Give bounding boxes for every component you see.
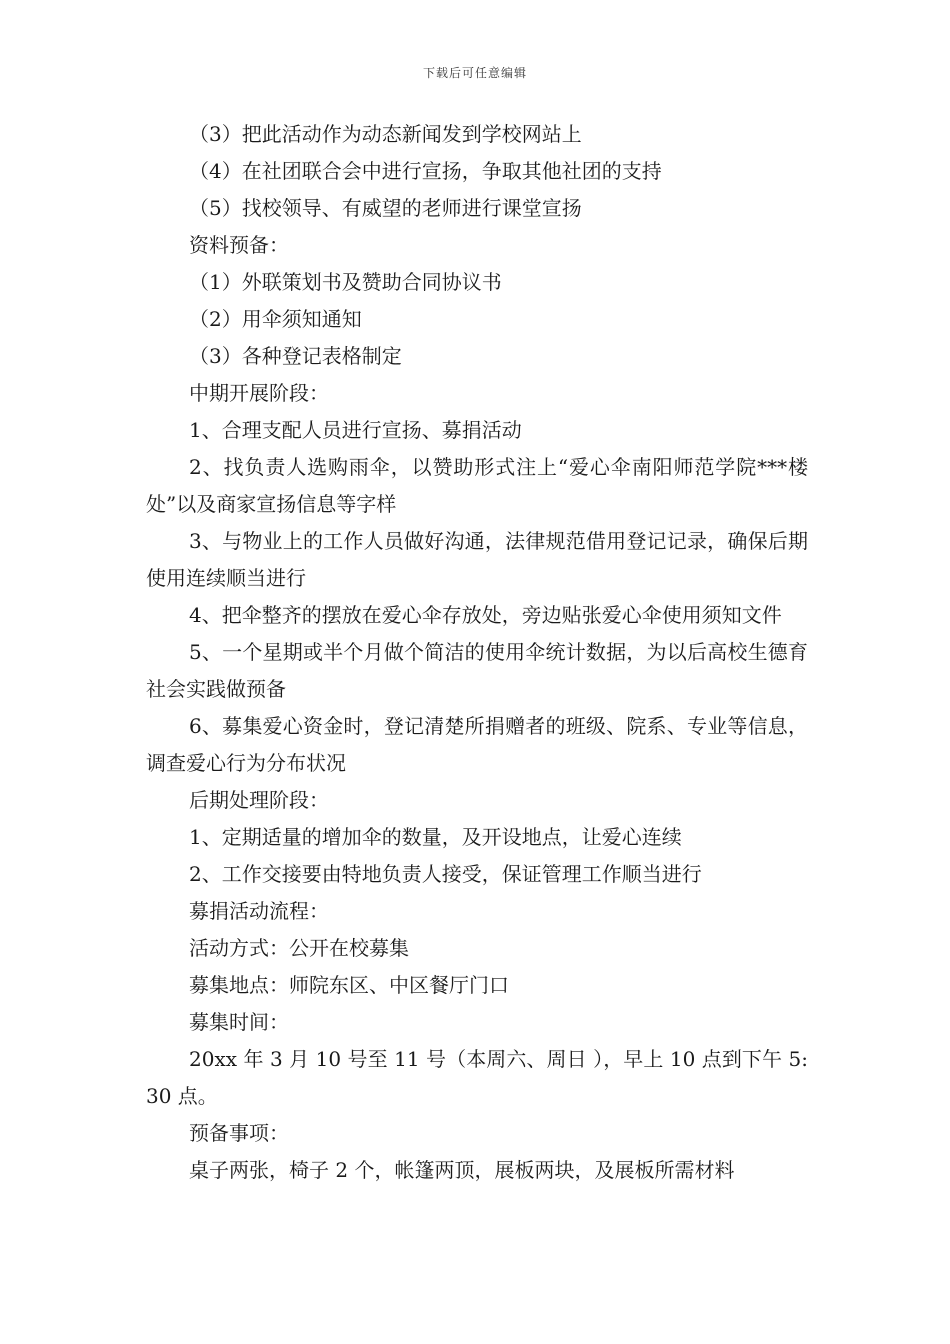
preparation-heading: 预备事项： <box>189 1121 289 1145</box>
list-item: 3、与物业上的工作人员做好沟通，法律规范借用登记记录，确保后期使用连续顺当进行 <box>146 529 808 590</box>
time-detail: 20xx 年 3 月 10 号至 11 号（本周六、周日 ），早上 10 点到下午 5:30 点。 <box>146 1047 808 1108</box>
list-item: 4、把伞整齐的摆放在爱心伞存放处，旁边贴张爱心伞使用须知文件 <box>189 603 782 627</box>
section-heading-materials: 资料预备： <box>189 233 289 257</box>
list-item: 2、工作交接要由特地负责人接受，保证管理工作顺当进行 <box>189 862 702 886</box>
list-item: 1、合理支配人员进行宣扬、募捐活动 <box>189 418 522 442</box>
list-item: （1）外联策划书及赞助合同协议书 <box>189 270 502 294</box>
list-item: （2）用伞须知通知 <box>189 307 362 331</box>
time-heading: 募集时间： <box>189 1010 289 1034</box>
section-heading-late-stage: 后期处理阶段： <box>189 788 329 812</box>
section-heading-mid-stage: 中期开展阶段： <box>189 381 329 405</box>
list-item: 6、募集爱心资金时，登记清楚所捐赠者的班级、院系、专业等信息，调查爱心行为分布状况 <box>146 714 808 775</box>
list-item: （4）在社团联合会中进行宣扬，争取其他社团的支持 <box>189 159 662 183</box>
document-body <box>146 116 808 1189</box>
page-header: 下载后可任意编辑 <box>422 66 527 80</box>
activity-method: 活动方式：公开在校募集 <box>189 936 409 960</box>
list-item: （3）各种登记表格制定 <box>189 344 402 368</box>
preparation-detail: 桌子两张，椅子 2 个，帐篷两顶，展板两块，及展板所需材料 <box>189 1158 735 1182</box>
section-heading-flow: 募捐活动流程： <box>189 899 329 923</box>
list-item: 1、定期适量的增加伞的数量，及开设地点，让爱心连续 <box>189 825 682 849</box>
list-item: （3）把此活动作为动态新闻发到学校网站上 <box>189 122 582 146</box>
list-item: 5、一个星期或半个月做个简洁的使用伞统计数据，为以后高校生德育社会实践做预备 <box>146 640 808 701</box>
activity-location: 募集地点：师院东区、中区餐厅门口 <box>189 973 509 997</box>
list-item: 2、找负责人选购雨伞，以赞助形式注上“爱心伞南阳师范学院***楼处”以及商家宣扬信息等字样 <box>146 455 808 516</box>
list-item: （5）找校领导、有威望的老师进行课堂宣扬 <box>189 196 582 220</box>
